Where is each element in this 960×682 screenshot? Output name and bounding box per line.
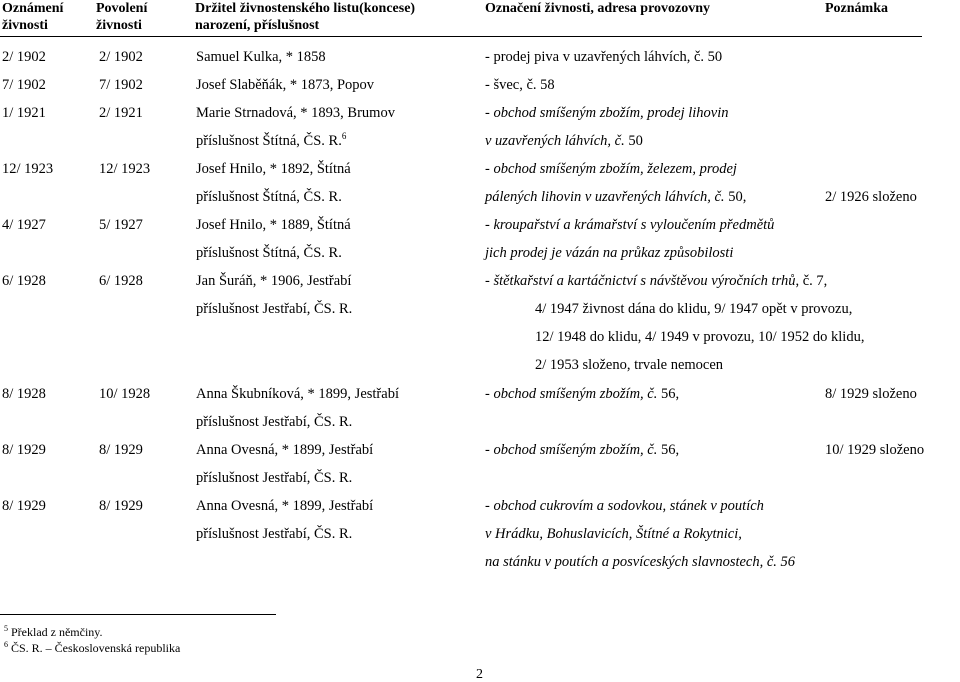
holder-info: Josef Slaběňák, * 1873, Popov [196, 77, 375, 93]
holder-info: Anna Ovesná, * 1899, Jestřabí [196, 442, 374, 458]
page-number: 2 [476, 667, 483, 682]
notification-date: 12/ 1923 [2, 161, 54, 177]
trade-designation: - štětkařství a kartáčnictví s návštěvou výročních trhů, č. 7, [485, 273, 828, 289]
notification-date: 4/ 1927 [2, 217, 46, 233]
holder-info: příslušnost Štítná, ČS. R. [196, 245, 342, 261]
holder-info: Josef Hnilo, * 1892, Štítná [196, 161, 351, 177]
footnote-6: $^6$ ČS. R. – Československá republika [4, 640, 181, 655]
holder-info: Marie Strnadová, * 1893, Brumov [196, 105, 395, 121]
header-col-oznaceni: Označení živnosti, adresa provozovny [485, 1, 711, 16]
table-line [0, 215, 960, 235]
holder-info: Josef Hnilo, * 1889, Štítná [196, 217, 351, 233]
notification-date: 8/ 1928 [2, 386, 46, 402]
trade-designation: - obchod smíšeným zbožím, prodej lihovin [485, 105, 729, 121]
table-line [0, 327, 960, 347]
permit-date: 8/ 1929 [99, 442, 143, 458]
note: 2/ 1926 složeno [825, 189, 917, 205]
table-line [0, 187, 960, 207]
trade-designation: - prodej piva v uzavřených láhvích, č. 50 [485, 49, 723, 65]
trade-history: 4/ 1947 živnost dána do klidu, 9/ 1947 opět v provozu, [535, 301, 853, 317]
trade-designation: pálených lihovin v uzavřených láhvích, č. 50, [485, 189, 747, 205]
table-line [0, 271, 960, 291]
footnote-rule [0, 614, 276, 615]
header-col-oznameni: Oznámení živnosti [2, 1, 64, 33]
holder-info: příslušnost Štítná, ČS. R.$^6$ [196, 131, 347, 149]
notification-date: 6/ 1928 [2, 273, 46, 289]
notification-date: 7/ 1902 [2, 77, 46, 93]
holder-info: příslušnost Jestřabí, ČS. R. [196, 301, 353, 317]
header-rule [0, 36, 922, 37]
holder-info: příslušnost Jestřabí, ČS. R. [196, 470, 353, 486]
address-number: 50 [624, 133, 643, 149]
header-col-poznamka: Poznámka [825, 1, 888, 16]
note: 8/ 1929 složeno [825, 386, 917, 402]
holder-info: Samuel Kulka, * 1858 [196, 49, 326, 65]
trade-designation: - kroupařství a krámařství s vyloučením předmětů [485, 217, 775, 233]
notification-date: 2/ 1902 [2, 49, 46, 65]
table-line [0, 75, 960, 95]
address-number: 56, [657, 442, 680, 458]
permit-date: 7/ 1902 [99, 77, 143, 93]
trade-designation: v Hrádku, Bohuslavicích, Štítné a Rokytnici, [485, 526, 742, 542]
trade-designation: - obchod cukrovím a sodovkou, stánek v poutích [485, 498, 764, 514]
table-line [0, 524, 960, 544]
note: 10/ 1929 složeno [825, 442, 925, 458]
table-line [0, 159, 960, 179]
trade-designation: - obchod smíšeným zbožím, č. 56, [485, 386, 680, 402]
holder-info: Anna Škubníková, * 1899, Jestřabí [196, 386, 399, 402]
trade-designation: na stánku v poutích a posvíceských slavnostech, č. 56 [485, 554, 796, 570]
trade-designation: - obchod smíšeným zbožím, železem, prodej [485, 161, 737, 177]
trade-designation: v uzavřených láhvích, č. 50 [485, 133, 643, 149]
footnote-ref: 6 [341, 131, 347, 141]
permit-date: 6/ 1928 [99, 273, 143, 289]
permit-date: 10/ 1928 [99, 386, 151, 402]
table-line [0, 440, 960, 460]
table-line [0, 243, 960, 263]
footnote-5: $^5$ Překlad z němčiny. [4, 624, 103, 639]
holder-info: příslušnost Štítná, ČS. R. [196, 189, 342, 205]
trade-designation: jich prodej je vázán na průkaz způsobilosti [485, 245, 734, 261]
table-line [0, 496, 960, 516]
notification-date: 8/ 1929 [2, 442, 46, 458]
holder-info: Jan Šuráň, * 1906, Jestřabí [196, 273, 352, 289]
trade-history: 12/ 1948 do klidu, 4/ 1949 v provozu, 10/ 1952 do klidu, [535, 329, 865, 345]
header-col-drzitel: Držitel živnostenského listu(koncese) narození, příslušnost [195, 1, 416, 33]
table-line [0, 131, 960, 151]
address-number: 50, [724, 189, 747, 205]
permit-date: 2/ 1921 [99, 105, 143, 121]
table-line [0, 103, 960, 123]
trade-history: 2/ 1953 složeno, trvale nemocen [535, 357, 724, 373]
holder-info: příslušnost Jestřabí, ČS. R. [196, 526, 353, 542]
table-line [0, 384, 960, 404]
permit-date: 5/ 1927 [99, 217, 143, 233]
holder-info: Anna Ovesná, * 1899, Jestřabí [196, 498, 374, 514]
table-line [0, 47, 960, 67]
trade-designation: - obchod smíšeným zbožím, č. 56, [485, 442, 680, 458]
table-line [0, 412, 960, 432]
notification-date: 1/ 1921 [2, 105, 46, 121]
permit-date: 12/ 1923 [99, 161, 151, 177]
holder-info: příslušnost Jestřabí, ČS. R. [196, 414, 353, 430]
table-line [0, 355, 960, 375]
header-col-povoleni: Povolení živnosti [96, 1, 148, 33]
table-line [0, 552, 960, 572]
permit-date: 8/ 1929 [99, 498, 143, 514]
table-line [0, 468, 960, 488]
address-number: , č. 7, [795, 273, 828, 289]
notification-date: 8/ 1929 [2, 498, 46, 514]
address-number: 56, [657, 386, 680, 402]
trade-designation: - švec, č. 58 [485, 77, 555, 93]
table-line [0, 299, 960, 319]
permit-date: 2/ 1902 [99, 49, 143, 65]
